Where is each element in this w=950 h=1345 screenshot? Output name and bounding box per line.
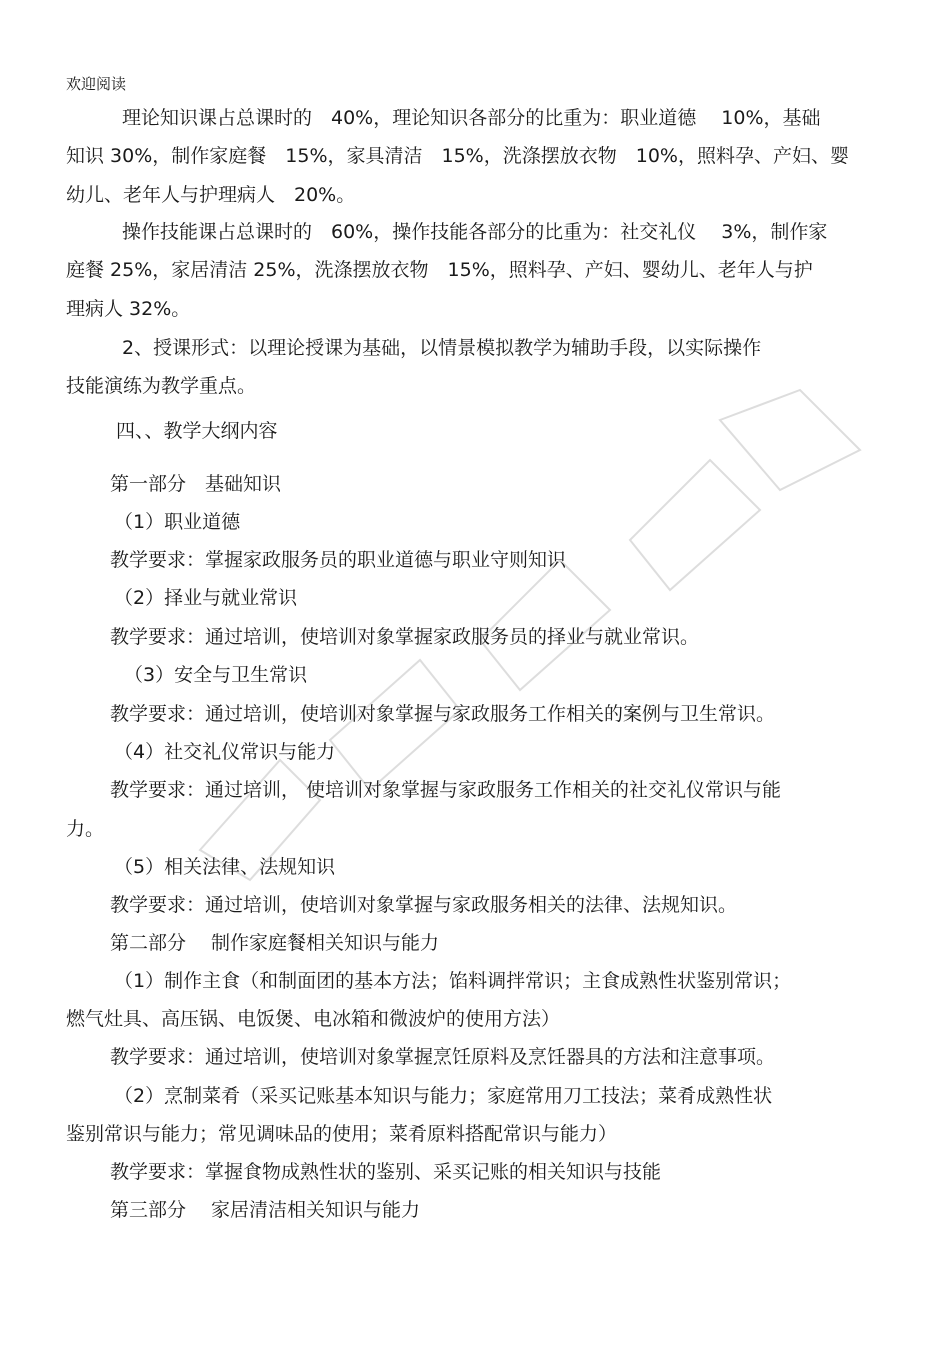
page-header: 欢迎阅读 — [66, 75, 127, 93]
outline-item: 教学要求：掌握食物成熟性状的鉴别、采买记账的相关知识与技能 — [110, 1161, 662, 1183]
paragraph-line: 理病人 32%。 — [66, 298, 191, 320]
outline-item: 第一部分 基础知识 — [110, 473, 282, 495]
paragraph-line: 幼儿、老年人与护理病人 20%。 — [66, 184, 356, 206]
outline-item: （2）烹制菜肴（采买记账基本知识与能力；家庭常用刀工技法；菜肴成熟性状 — [114, 1085, 773, 1107]
paragraph-line: 技能演练为教学重点。 — [66, 375, 257, 397]
outline-item: 第二部分 制作家庭餐相关知识与能力 — [110, 932, 440, 954]
outline-item: （4）社交礼仪常识与能力 — [114, 741, 336, 763]
paragraph-line: 庭餐 25%，家居清洁 25%，洗涤摆放衣物 15%，照料孕、产妇、婴幼儿、老年人与护 — [66, 259, 813, 281]
outline-item: 教学要求：掌握家政服务员的职业道德与职业守则知识 — [110, 549, 567, 571]
outline-item: （3）安全与卫生常识 — [124, 664, 308, 686]
outline-item: （1）制作主食（和制面团的基本方法；馅料调拌常识；主食成熟性状鉴别常识； — [114, 970, 792, 992]
paragraph-line: 操作技能课占总课时的 60%，操作技能各部分的比重为：社交礼仪 3%，制作家 — [122, 221, 828, 243]
outline-item: （1）职业道德 — [114, 511, 241, 533]
outline-item: 燃气灶具、高压锅、电饭煲、电冰箱和微波炉的使用方法） — [66, 1008, 561, 1030]
outline-item: 教学要求：通过培训，使培训对象掌握烹饪原料及烹饪器具的方法和注意事项。 — [110, 1046, 776, 1068]
section-heading: 四、、教学大纲内容 — [116, 420, 278, 442]
outline-item: 力。 — [66, 818, 105, 840]
outline-item: 第三部分 家居清洁相关知识与能力 — [110, 1199, 421, 1221]
outline-item: （5）相关法律、法规知识 — [114, 856, 336, 878]
outline-item: 教学要求：通过培训， 使培训对象掌握与家政服务工作相关的社交礼仪常识与能 — [110, 779, 782, 801]
paragraph-line: 2、授课形式：以理论授课为基础，以情景模拟教学为辅助手段，以实际操作 — [122, 337, 762, 359]
outline-item: 鉴别常识与能力；常见调味品的使用；菜肴原料搭配常识与能力） — [66, 1123, 618, 1145]
outline-item: 教学要求：通过培训，使培训对象掌握家政服务员的择业与就业常识。 — [110, 626, 700, 648]
paragraph-line: 知识 30%，制作家庭餐 15%，家具清洁 15%，洗涤摆放衣物 10%，照料孕、产妇、婴 — [66, 145, 849, 167]
paragraph-line: 理论知识课占总课时的 40%，理论知识各部分的比重为：职业道德 10%，基础 — [122, 107, 821, 129]
outline-item: （2）择业与就业常识 — [114, 587, 298, 609]
outline-item: 教学要求：通过培训，使培训对象掌握与家政服务相关的法律、法规知识。 — [110, 894, 738, 916]
outline-item: 教学要求：通过培训，使培训对象掌握与家政服务工作相关的案例与卫生常识。 — [110, 703, 776, 725]
